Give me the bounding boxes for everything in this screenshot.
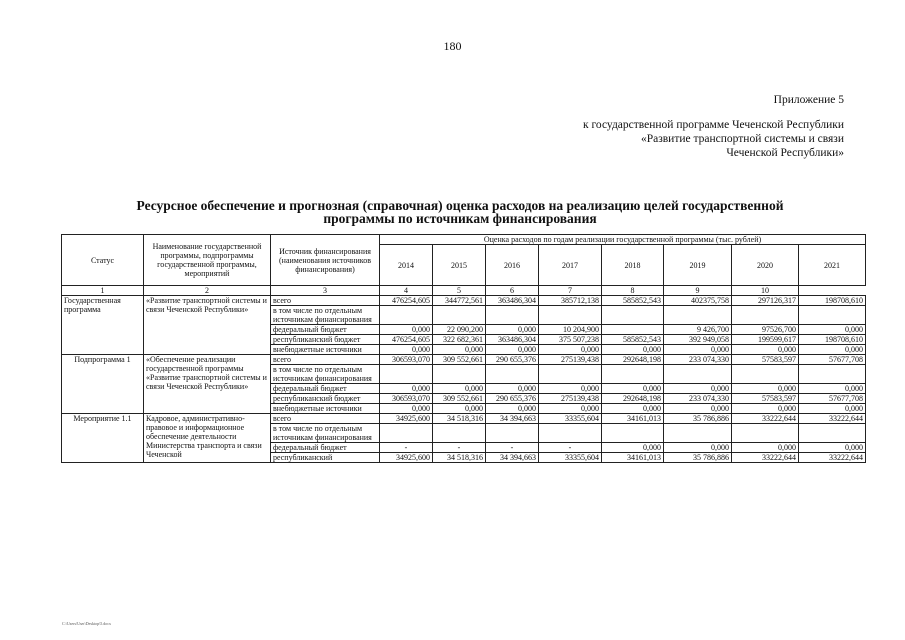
row-program-name: «Развитие транспортной системы и связи Чеченской Республики»: [144, 296, 271, 355]
cell-amount: 33355,604: [539, 414, 602, 424]
cell-amount: [732, 365, 799, 384]
appendix-title: Приложение 5: [773, 94, 844, 106]
cell-amount: [799, 424, 866, 443]
column-index: 4: [380, 286, 433, 296]
header-year: 2021: [799, 245, 866, 286]
cell-amount: 375 507,238: [539, 335, 602, 345]
cell-amount: 0,000: [799, 384, 866, 394]
cell-amount: 0,000: [539, 384, 602, 394]
cell-amount: [664, 424, 732, 443]
cell-amount: 34925,600: [380, 414, 433, 424]
row-program-name: Кадровое, административно-правовое и информационное обеспечение деятельности Министерства транспорта и связи Чеченской: [144, 414, 271, 463]
cell-amount: 34925,600: [380, 453, 433, 463]
cell-amount: 57677,708: [799, 394, 866, 404]
column-index: 1: [62, 286, 144, 296]
column-index: 8: [602, 286, 664, 296]
appendix-line: «Развитие транспортной системы и связи: [640, 133, 844, 145]
cell-amount: 322 682,361: [433, 335, 486, 345]
page-number: 180: [443, 39, 462, 53]
cell-amount: 9 426,700: [664, 325, 732, 335]
column-index: 2: [144, 286, 271, 296]
cell-amount: 10 204,900: [539, 325, 602, 335]
cell-amount: -: [539, 443, 602, 453]
cell-amount: 199599,617: [732, 335, 799, 345]
appendix-line: Чеченской Республики»: [726, 147, 844, 159]
cell-amount: 198708,610: [799, 335, 866, 345]
row-funding-source: всего: [271, 414, 380, 424]
cell-amount: 57583,597: [732, 394, 799, 404]
table-body: [62, 296, 866, 463]
footer-file-path: C:\Users\User\Desktop\5.docx: [62, 621, 111, 626]
row-status: Мероприятие 1.1: [62, 414, 144, 463]
document-title: [60, 199, 860, 225]
column-index: 9: [664, 286, 732, 296]
row-funding-source: в том числе по отдельным источникам финансирования: [271, 365, 380, 384]
row-funding-source: всего: [271, 296, 380, 306]
cell-amount: 57583,597: [732, 355, 799, 365]
cell-amount: 0,000: [799, 325, 866, 335]
row-funding-source: всего: [271, 355, 380, 365]
cell-amount: 385712,138: [539, 296, 602, 306]
header-year: 2014: [380, 245, 433, 286]
cell-amount: 363486,304: [486, 296, 539, 306]
cell-amount: 0,000: [602, 443, 664, 453]
cell-amount: [799, 306, 866, 325]
cell-amount: [539, 306, 602, 325]
header-source: Источник финансирования (наименования источников финансирования): [271, 235, 380, 286]
column-index: 10: [732, 286, 799, 296]
row-funding-source: внебюджетные источники: [271, 404, 380, 414]
cell-amount: [486, 365, 539, 384]
cell-amount: 363486,304: [486, 335, 539, 345]
cell-amount: 585852,543: [602, 335, 664, 345]
header-estimate: Оценка расходов по годам реализации государственной программы (тыс. рублей): [380, 235, 866, 245]
appendix-line: к государственной программе Чеченской Республики: [583, 119, 844, 131]
row-funding-source: федеральный бюджет: [271, 443, 380, 453]
header-year: 2016: [486, 245, 539, 286]
cell-amount: 292648,198: [602, 394, 664, 404]
cell-amount: [799, 365, 866, 384]
column-index: 5: [433, 286, 486, 296]
cell-amount: 0,000: [433, 384, 486, 394]
cell-amount: 0,000: [433, 404, 486, 414]
cell-amount: -: [380, 443, 433, 453]
row-funding-source: в том числе по отдельным источникам финансирования: [271, 424, 380, 443]
cell-amount: 198708,610: [799, 296, 866, 306]
cell-amount: [433, 365, 486, 384]
row-funding-source: внебюджетные источники: [271, 345, 380, 355]
cell-amount: 0,000: [380, 384, 433, 394]
cell-amount: 57677,708: [799, 355, 866, 365]
cell-amount: 476254,605: [380, 335, 433, 345]
row-program-name: «Обеспечение реализации государственной программы «Развитие транспортной системы и связи Чеченской Республики»: [144, 355, 271, 414]
cell-amount: 34 394,663: [486, 453, 539, 463]
cell-amount: 0,000: [732, 345, 799, 355]
cell-amount: 34161,013: [602, 414, 664, 424]
cell-amount: 309 552,661: [433, 394, 486, 404]
cell-amount: [602, 306, 664, 325]
cell-amount: 476254,605: [380, 296, 433, 306]
column-index: 3: [271, 286, 380, 296]
cell-amount: 0,000: [664, 443, 732, 453]
row-funding-source: федеральный бюджет: [271, 325, 380, 335]
cell-amount: 297126,317: [732, 296, 799, 306]
cell-amount: [433, 306, 486, 325]
cell-amount: 0,000: [433, 345, 486, 355]
cell-amount: [602, 365, 664, 384]
cell-amount: 33222,644: [732, 453, 799, 463]
cell-amount: 33222,644: [799, 414, 866, 424]
appendix-heading: [583, 93, 844, 160]
cell-amount: [486, 306, 539, 325]
table-row: [62, 414, 866, 424]
cell-amount: 0,000: [380, 404, 433, 414]
cell-amount: [602, 325, 664, 335]
row-status: Подпрограмма 1: [62, 355, 144, 414]
header-status: Статус: [62, 235, 144, 286]
row-funding-source: федеральный бюджет: [271, 384, 380, 394]
financing-table: [61, 234, 866, 463]
cell-amount: 0,000: [664, 384, 732, 394]
cell-amount: 292648,198: [602, 355, 664, 365]
cell-amount: 233 074,330: [664, 394, 732, 404]
cell-amount: [732, 306, 799, 325]
cell-amount: [486, 424, 539, 443]
cell-amount: [664, 365, 732, 384]
header-year: 2019: [664, 245, 732, 286]
cell-amount: 585852,543: [602, 296, 664, 306]
cell-amount: [433, 424, 486, 443]
cell-amount: [380, 424, 433, 443]
cell-amount: 0,000: [602, 384, 664, 394]
cell-amount: 0,000: [664, 345, 732, 355]
cell-amount: 0,000: [486, 345, 539, 355]
cell-amount: 0,000: [799, 443, 866, 453]
cell-amount: 0,000: [486, 404, 539, 414]
cell-amount: 0,000: [799, 345, 866, 355]
cell-amount: 35 786,886: [664, 414, 732, 424]
cell-amount: 0,000: [380, 345, 433, 355]
header-year: 2017: [539, 245, 602, 286]
table-row: [62, 355, 866, 365]
cell-amount: 290 655,376: [486, 394, 539, 404]
cell-amount: 0,000: [539, 404, 602, 414]
row-funding-source: в том числе по отдельным источникам финансирования: [271, 306, 380, 325]
cell-amount: 392 949,058: [664, 335, 732, 345]
cell-amount: [602, 424, 664, 443]
cell-amount: 34 518,316: [433, 414, 486, 424]
cell-amount: 22 090,200: [433, 325, 486, 335]
cell-amount: 34 518,316: [433, 453, 486, 463]
cell-amount: 275139,438: [539, 355, 602, 365]
table-row: [62, 296, 866, 306]
row-funding-source: республиканский бюджет: [271, 335, 380, 345]
cell-amount: 0,000: [602, 404, 664, 414]
cell-amount: -: [486, 443, 539, 453]
cell-amount: 0,000: [664, 404, 732, 414]
cell-amount: 275139,438: [539, 394, 602, 404]
cell-amount: 309 552,661: [433, 355, 486, 365]
cell-amount: 344772,561: [433, 296, 486, 306]
cell-amount: [380, 306, 433, 325]
header-name: Наименование государственной программы, подпрограммы государственной программы, мероприятий: [144, 235, 271, 286]
cell-amount: 33222,644: [732, 414, 799, 424]
cell-amount: 0,000: [732, 443, 799, 453]
cell-amount: 0,000: [799, 404, 866, 414]
cell-amount: [732, 424, 799, 443]
column-index: 7: [539, 286, 602, 296]
cell-amount: 306593,070: [380, 394, 433, 404]
cell-amount: 290 655,376: [486, 355, 539, 365]
cell-amount: 0,000: [539, 345, 602, 355]
row-funding-source: республиканский: [271, 453, 380, 463]
cell-amount: 34 394,663: [486, 414, 539, 424]
column-index: 6: [486, 286, 539, 296]
document-title-line: программы по источникам финансирования: [323, 211, 597, 226]
cell-amount: 233 074,330: [664, 355, 732, 365]
row-funding-source: республиканский бюджет: [271, 394, 380, 404]
cell-amount: [664, 306, 732, 325]
cell-amount: 0,000: [486, 384, 539, 394]
cell-amount: [539, 424, 602, 443]
cell-amount: 34161,013: [602, 453, 664, 463]
cell-amount: 35 786,886: [664, 453, 732, 463]
cell-amount: 306593,070: [380, 355, 433, 365]
cell-amount: [380, 365, 433, 384]
column-index-row: [62, 286, 866, 296]
cell-amount: 0,000: [380, 325, 433, 335]
cell-amount: 33355,604: [539, 453, 602, 463]
header-year: 2018: [602, 245, 664, 286]
header-year: 2015: [433, 245, 486, 286]
cell-amount: 0,000: [486, 325, 539, 335]
cell-amount: 0,000: [732, 404, 799, 414]
cell-amount: [539, 365, 602, 384]
header-year: 2020: [732, 245, 799, 286]
cell-amount: -: [433, 443, 486, 453]
row-status: Государственная программа: [62, 296, 144, 355]
document-title-line: Ресурсное обеспечение и прогнозная (справочная) оценка расходов на реализацию целей государственной: [136, 198, 784, 213]
cell-amount: 33222,644: [799, 453, 866, 463]
cell-amount: 0,000: [602, 345, 664, 355]
cell-amount: 402375,758: [664, 296, 732, 306]
cell-amount: 97526,700: [732, 325, 799, 335]
cell-amount: 0,000: [732, 384, 799, 394]
